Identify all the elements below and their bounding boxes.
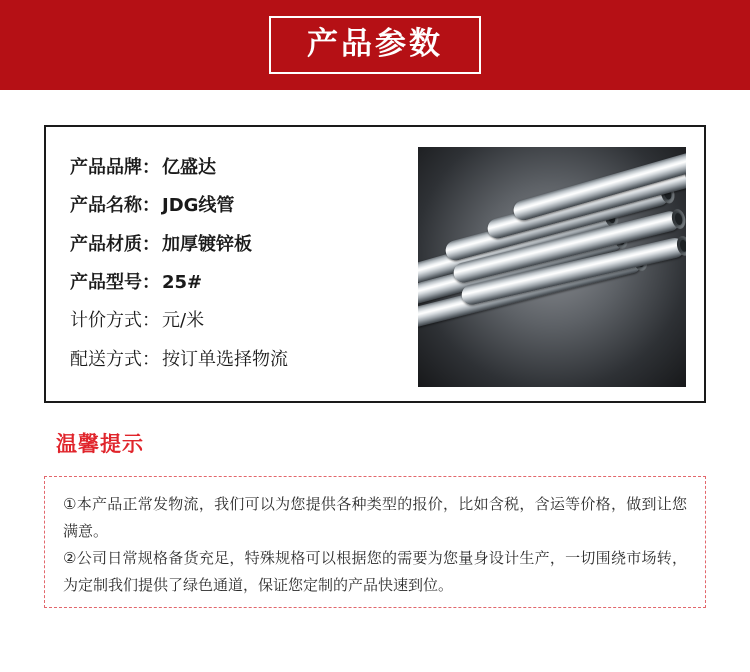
spec-label: 产品材质： xyxy=(70,233,160,255)
spec-row xyxy=(70,345,408,383)
spec-row xyxy=(70,268,408,306)
spec-value: 亿盛达 xyxy=(162,157,216,178)
specification-panel-inner xyxy=(46,127,704,401)
spec-value: 加厚镀锌板 xyxy=(162,233,252,255)
tips-title: 温馨提示 xyxy=(56,432,144,456)
spec-row xyxy=(70,153,408,191)
header-title-frame xyxy=(269,16,481,74)
spec-value: 按订单选择物流 xyxy=(162,348,288,370)
spec-value: JDG线管 xyxy=(162,195,235,217)
specification-list xyxy=(70,145,408,383)
spec-row xyxy=(70,306,408,344)
page-header-banner xyxy=(0,0,750,90)
spec-row xyxy=(70,191,408,229)
spec-label: 计价方式： xyxy=(70,310,160,332)
spec-row xyxy=(70,230,408,268)
specification-panel xyxy=(44,125,706,403)
page-title: 产品参数 xyxy=(307,26,443,62)
tip-line: ①本产品正常发物流，我们可以为您提供各种类型的报价，比如含税，含运等价格，做到让您满意。 xyxy=(63,495,687,540)
spec-label: 配送方式： xyxy=(70,348,160,370)
spec-label: 产品型号： xyxy=(70,271,160,293)
spec-label: 产品品牌： xyxy=(70,157,160,178)
product-photo xyxy=(418,147,686,387)
spec-value: 25# xyxy=(162,271,203,293)
spec-label: 产品名称： xyxy=(70,195,160,217)
tube-end-cap-icon xyxy=(670,208,686,231)
tip-line: ②公司日常规格备货充足，特殊规格可以根据您的需要为您量身设计生产，一切围绕市场转，为定制我们提供了绿色通道，保证您定制的产品快速到位。 xyxy=(63,549,687,594)
tips-box xyxy=(44,476,706,608)
spec-value: 元/米 xyxy=(162,310,205,332)
tube-end-cap-icon xyxy=(675,235,686,257)
